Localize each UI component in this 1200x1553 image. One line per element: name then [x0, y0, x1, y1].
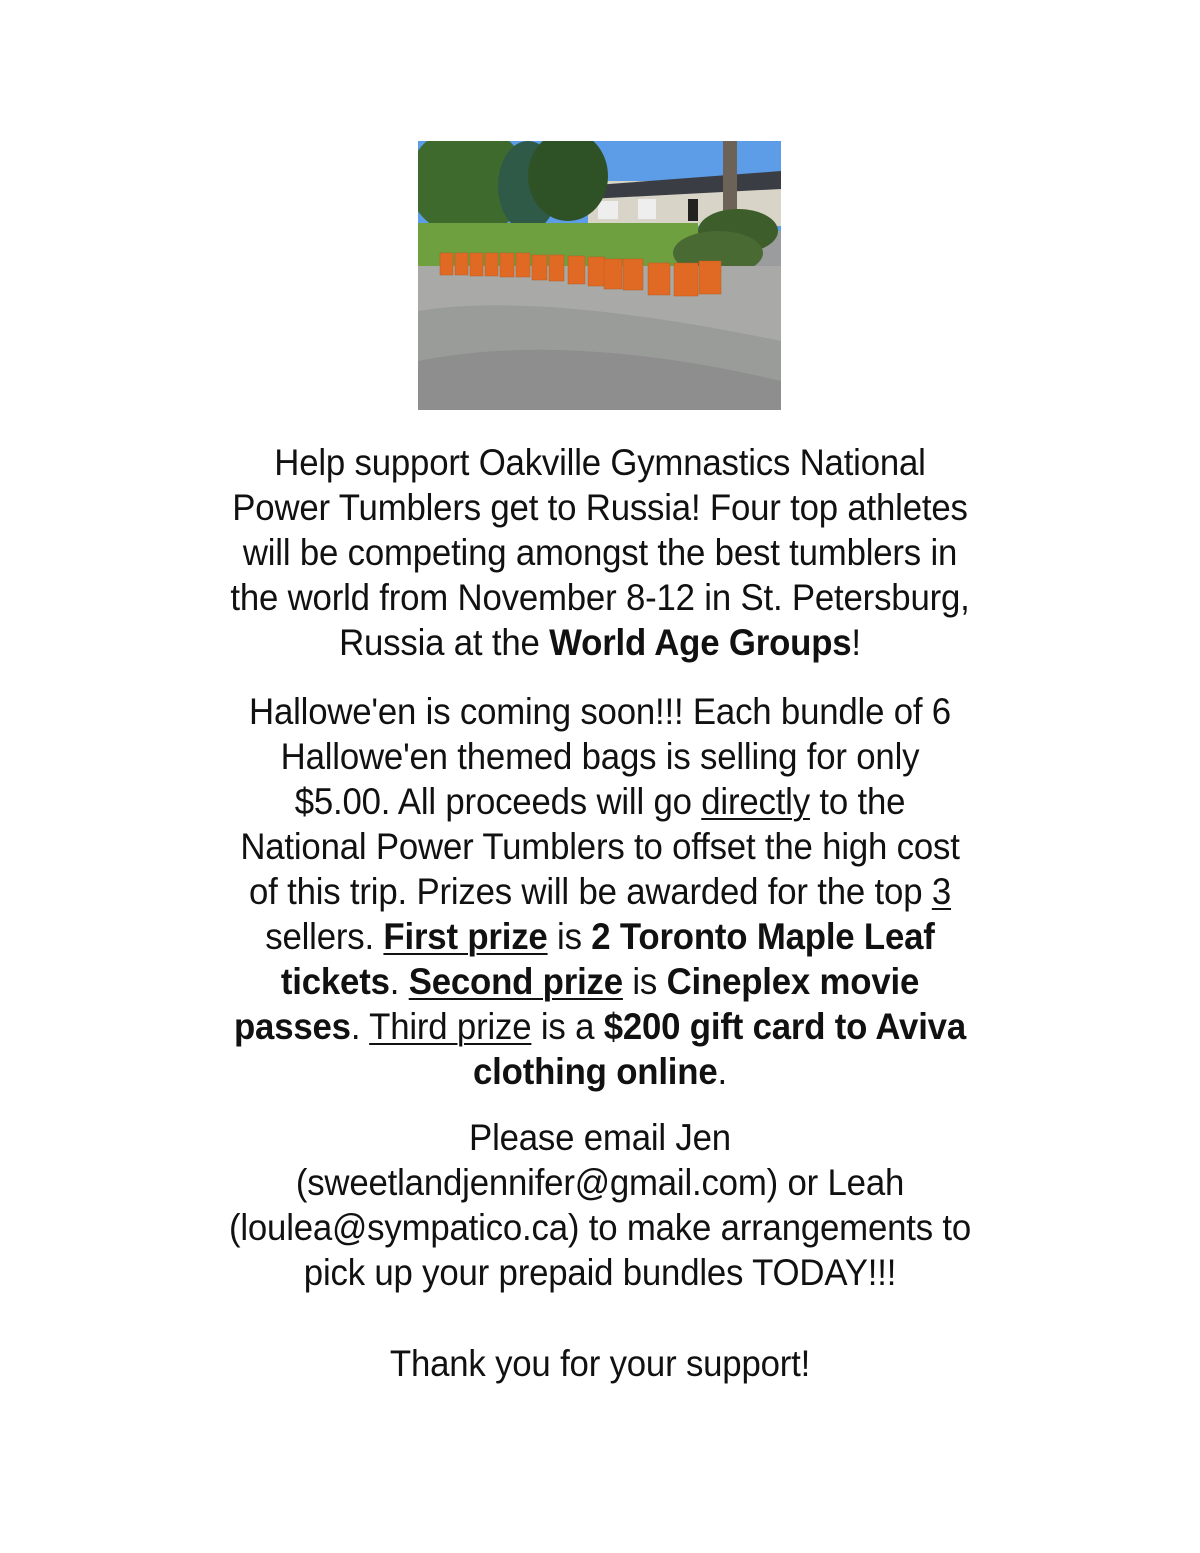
contact-line-jen: (sweetlandjennifer@gmail.com) or Leah: [295, 1162, 905, 1203]
first-prize-label: First prize: [383, 916, 548, 957]
third-prize-value: $200 gift card to Aviva: [603, 1006, 966, 1047]
text-line: passes. Third prize is a $200 gift card to Aviva: [233, 1006, 966, 1047]
emphasis-directly: directly: [701, 781, 810, 822]
text-line: clothing online.: [473, 1051, 727, 1092]
first-prize-value: 2 Toronto Maple Leaf: [591, 916, 935, 957]
text-line: tickets. Second prize is Cineplex movie: [280, 961, 920, 1002]
text-line: sellers. First prize is 2 Toronto Maple Leaf: [265, 916, 935, 957]
text-line: of this trip. Prizes will be awarded for the top 3: [248, 871, 952, 912]
emphasis-top-count: 3: [931, 871, 952, 912]
text-line: Hallowe'en is coming soon!!! Each bundle of 6: [249, 691, 951, 732]
sale-paragraph: [0, 689, 1200, 1094]
second-prize-label: Second prize: [408, 961, 623, 1002]
closing-paragraph: [0, 1341, 1200, 1386]
event-name: World Age Groups: [549, 622, 852, 663]
second-prize-value: Cineplex movie: [666, 961, 920, 1002]
text-line: National Power Tumblers to offset the high cost: [240, 826, 960, 867]
text-line: Russia at the World Age Groups!: [339, 622, 861, 663]
text-line: pick up your prepaid bundles TODAY!!!: [303, 1252, 897, 1293]
text-line: Please email Jen: [469, 1117, 731, 1158]
contact-paragraph: [0, 1115, 1200, 1295]
contact-line-leah: (loulea@sympatico.ca) to make arrangements to: [228, 1207, 972, 1248]
intro-paragraph: [0, 440, 1200, 665]
text-line: $5.00. All proceeds will go directly to the: [294, 781, 906, 822]
halloween-bags-photo: [418, 141, 781, 410]
text-line: will be competing amongst the best tumblers in: [242, 532, 958, 573]
third-prize-label: Third prize: [369, 1006, 532, 1047]
text-line: Help support Oakville Gymnastics National: [274, 442, 926, 483]
thank-you-text: Thank you for your support!: [389, 1343, 811, 1384]
text-line: Power Tumblers get to Russia! Four top athletes: [232, 487, 968, 528]
text-line: Hallowe'en themed bags is selling for only: [280, 736, 920, 777]
text-line: the world from November 8-12 in St. Petersburg,: [230, 577, 970, 618]
